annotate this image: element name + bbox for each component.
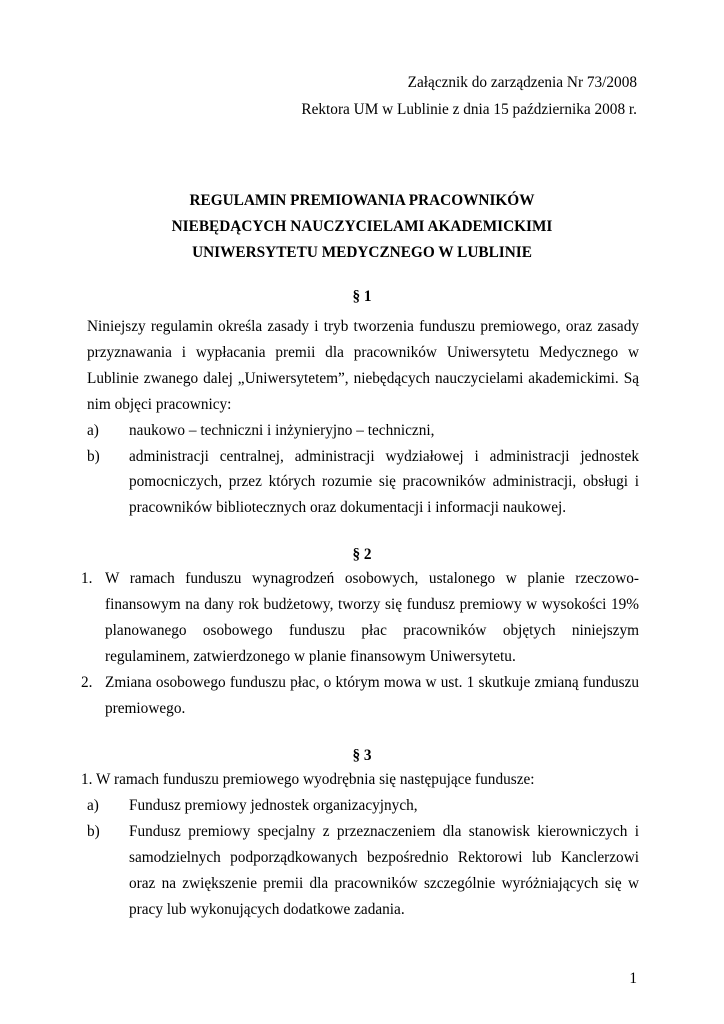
list-item-text: W ramach funduszu wynagrodzeń osobowych, ustalonego w planie rzeczowo-finansowym na dany rok budżetowy, tworzy się fundusz premiowy w wysokości 19% planowanego osobowego funduszu płac pracowników objętych niniejszym regulaminem, zatwierdzonego w planie finansowym Uniwersytetu. (105, 570, 639, 665)
section-3-intro: 1. W ramach funduszu premiowego wyodrębnia się następujące fundusze: (81, 771, 535, 788)
section-3-item-a (87, 793, 639, 819)
section-3-item-b (87, 819, 639, 923)
section-1-heading: § 1 (352, 288, 372, 305)
document-title-line-1: REGULAMIN PREMIOWANIA PRACOWNIKÓW (189, 192, 535, 209)
section-2-item-1 (81, 566, 639, 670)
list-item-text: administracji centralnej, administracji wydziałowej i administracji jednostek pomocniczych, przez których rozumie się pracowników administracji, obsługi i pracowników bibliotecznych oraz dokumentacji i informacji naukowej. (129, 447, 639, 517)
section-3-heading: § 3 (352, 747, 372, 764)
list-item-text: Zmiana osobowego funduszu płac, o którym mowa w ust. 1 skutkuje zmianą funduszu premiowego. (105, 673, 639, 717)
list-item-text: naukowo – techniczni i inżynieryjno – techniczni, (129, 421, 435, 439)
section-2-body (81, 566, 639, 721)
section-1-item-a (87, 418, 639, 444)
page-number: 1 (629, 970, 637, 987)
section-3-body (81, 767, 639, 922)
header-attachment-line: Załącznik do zarządzenia Nr 73/2008 (407, 74, 637, 91)
list-marker: a) (87, 796, 99, 814)
list-marker: a) (87, 421, 99, 439)
section-2-heading: § 2 (352, 546, 372, 563)
document-title-line-2: NIEBĘDĄCYCH NAUCZYCIELAMI AKADEMICKIMI (171, 218, 553, 235)
section-1-body (87, 314, 639, 521)
list-marker: 1. (81, 570, 93, 587)
list-marker: b) (87, 822, 100, 840)
header-rector-line: Rektora UM w Lublinie z dnia 15 października 2008 r. (301, 101, 637, 118)
section-1-intro: Niniejszy regulamin określa zasady i tryb tworzenia funduszu premiowego, oraz zasady przyznawania i wypłacania premii dla pracowników Uniwersytetu Medycznego w Lublinie zwanego dalej „Uniwersytetem”, niebędących nauczycielami akademickimi. Są nim objęci pracownicy: (87, 318, 639, 413)
list-marker: 2. (81, 673, 93, 691)
list-marker: b) (87, 447, 100, 465)
section-1-item-b (87, 444, 639, 522)
list-item-text: Fundusz premiowy jednostek organizacyjnych, (129, 796, 418, 814)
list-item-text: Fundusz premiowy specjalny z przeznaczeniem dla stanowisk kierowniczych i samodzielnych podporządkowanych bezpośrednio Rektorowi lub Kanclerzowi oraz na zwiększenie premii dla pracowników szczególnie wyróżniających się w pracy lub wykonujących dodatkowe zadania. (129, 822, 639, 918)
document-title-line-3: UNIWERSYTETU MEDYCZNEGO W LUBLINIE (192, 244, 532, 261)
section-2-item-2 (81, 670, 639, 722)
